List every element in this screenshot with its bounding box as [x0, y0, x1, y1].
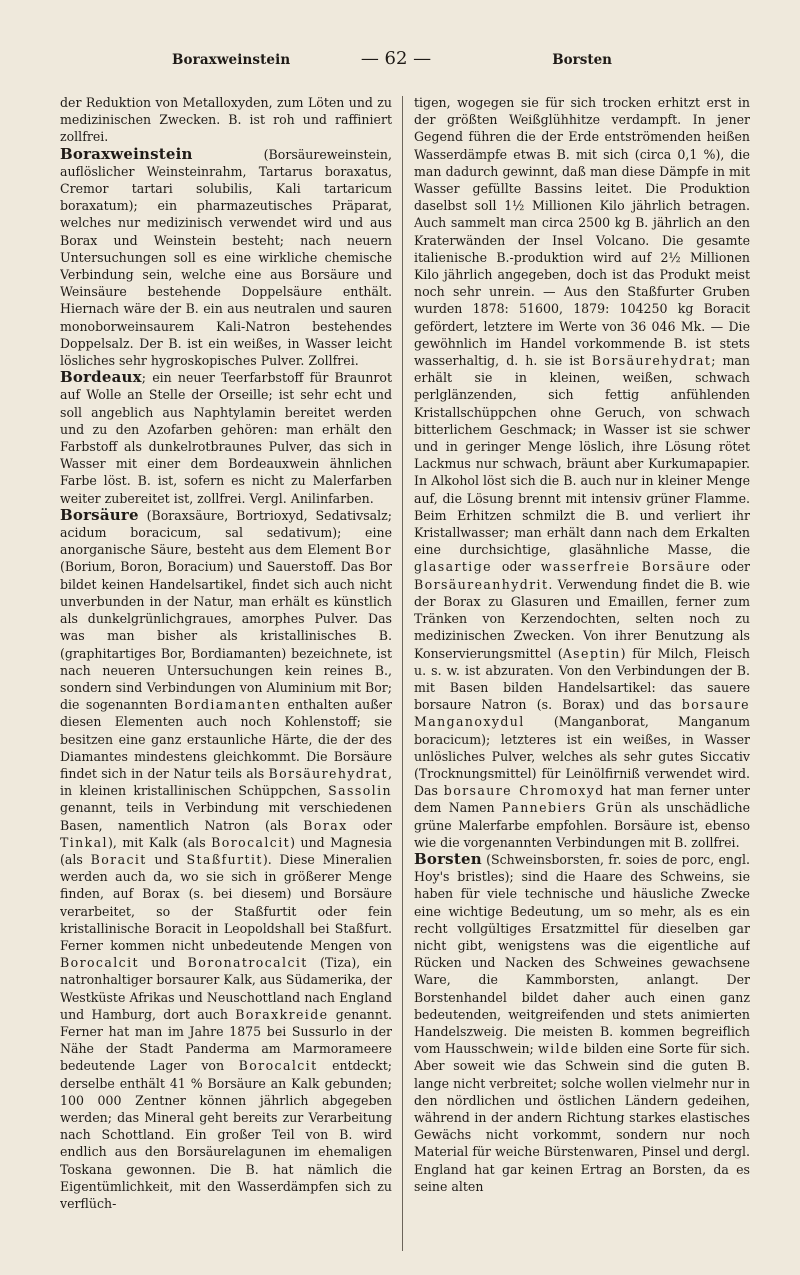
entry-borsaeure-continued: tigen, wogegen sie für sich trocken erhitzt erst in der größten Weißglühhitze verdampft. In jener Gegend führen die der Erde entströmenden heißen Wasserdämpfe etwas B. mit sich (circa 0,1 %), die man dadurch gewinnt, daß man diese Dämpfe in mit Wasser gefüllte Bassins leitet. Die Produktion daselbst soll 1½ Millionen Kilo jährlich betragen. Auch sammelt man circa 2500 kg B. jährlich an den Kraterwänden der Insel Volcano. Die gesamte italienische B.-produktion wird auf 2½ Millionen Kilo jährlich angegeben, doch ist das Produkt meist noch sehr unrein. — Aus den Staßfurter Gruben wurden 1878: 51600, 1879: 104250 kg Boracit gefördert, letztere im Werte von 36 046 Mk. — Die gewöhnlich im Handel vorkommende B. ist stets wasserhaltig, d. h. sie ist Borsäurehydrat; man erhält sie in kleinen, weißen, schwach perlglänzenden, sich fettig anfühlenden Kristallschüppchen ohne Geruch, von schwach bitterlichem Geschmack; in Wasser ist sie schwer und in geringer Menge löslich, ihre Lösung rötet Lackmus nur schwach, bräunt aber Kurkumapapier. In Alkohol löst sich die B. auch nur in kleiner Menge auf, die Lösung brennt mit intensiv grüner Flamme. Beim Erhitzen schmilzt die B. und verliert ihr Kristallwasser; man erhält dann nach dem Erkalten eine durchsichtige, glasähnliche Masse, die glasartige oder wasserfreie Borsäure oder Borsäureanhydrit. Verwendung findet die B. wie der Borax zu Glasuren und Emaillen, ferner zum Tränken von Kerzendochten, selten noch zu medizinischen Zwecken. Von ihrer Benutzung als Konservierungsmittel (Aseptin) für Milch, Fleisch u. s. w. ist abzuraten. Von den Verbindungen der B. mit Basen bilden Handelsartikel: das sauere borsaure Natron (s. Borax) und das borsaure Manganoxydul (Manganborat, Manganum boracicum); letzteres ist ein weißes, in Wasser unlösliches Pulver, welches als sehr gutes Siccativ (Trocknungsmittel) für Leinölfirniß verwendet wird. Das borsaure Chromoxyd hat man ferner unter dem Namen Pannebiers Grün als unschädliche grüne Malerfarbe empfohlen. Borsäure ist, ebenso wie die vorgenannten Verbindungen mit B. zollfrei. — [414, 95, 750, 850]
header-right-keyword: Borsten — [552, 52, 612, 68]
column-divider — [402, 96, 403, 1251]
entry-term: Borsten — [414, 849, 482, 868]
header-left-keyword: Boraxweinstein — [172, 52, 291, 68]
page-number: — 62 — — [360, 48, 432, 69]
entry-term: Borsäure — [60, 505, 139, 524]
entry-borsten: Borsten (Schweinsborsten, fr. soies de porc, engl. Hoy's bristles); sind die Haare des Schweins, sie haben für viele technische und häusliche Zwecke eine wichtige Bedeutung, um so mehr, als es ein recht vollgültiges Ersatzmittel für dieselben gar nicht gibt, wenigstens was die eigentliche auf Rücken und Nacken des Schweines gewachsene Ware, die Kammborsten, anlangt. Der Borstenhandel bildet daher auch einen ganz bedeutenden, weitgreifenden und stets animierten Handelszweig. Die meisten B. kommen begreiflich vom Hausschwein; wilde bilden eine Sorte für sich. Aber soweit wie das Schwein sind die guten B. lange nicht verbreitet; solche wollen vielmehr nur in den nördlichen und östlichen Ländern gedeihen, während in der andern Richtung starkes elastisches Gewächs nicht vorkommt, sondern nur noch Material für weiche Bürstenwaren, Pinsel und dergl. England hat gar keinen Ertrag an Borsten, da es seine alten — [414, 849, 750, 1194]
entry-term: Boraxweinstein — [60, 144, 193, 163]
right-column — [414, 94, 750, 1254]
page-header — [172, 50, 612, 76]
entry-continuation: der Reduktion von Metalloxyden, zum Löten und zu medizinischen Zwecken. B. ist roh und raffiniert zollfrei. — [60, 95, 392, 145]
left-column — [60, 94, 392, 1254]
entry-bordeaux: Bordeaux; ein neuer Teerfarbstoff für Braunrot auf Wolle an Stelle der Orseille; ist sehr echt und soll angeblich aus Naphtylamin bereitet werden und zu den Azofarben gehören: man erhält den Farbstoff als dunkelrotbraunes Pulver, das sich in Wasser mit einer dem Bordeauxwein ähnlichen Farbe löst. B. ist, sofern es nicht zu Malerfarben weiter zubereitet ist, zollfrei. Vergl. Anilinfarben. — [60, 368, 392, 506]
entry-boraxweinstein: Boraxweinstein (Borsäureweinstein, auflöslicher Weinsteinrahm, Tartarus boraxatus, Cremor tartari solubilis, Kali tartaricum boraxatum); ein pharmazeutisches Präparat, welches nur medizinisch verwendet wird und aus Borax und Weinstein besteht; nach neuern Untersuchungen soll es eine wirkliche chemische Verbindung sein, welche eine aus Borsäure und Weinsäure bestehende Doppelsäure enthält. Hiernach wäre der B. ein aus neutralen und sauren monoborweinsaurem Kali-Natron bestehendes Doppelsalz. Der B. ist ein weißes, in Wasser leicht lösliches sehr hygroskopisches Pulver. Zollfrei. — [60, 144, 392, 369]
entry-borsaeure: Borsäure (Boraxsäure, Bortrioxyd, Sedativsalz; acidum boracicum, sal sedativum); eine anorganische Säure, besteht aus dem Element Bor (Borium, Boron, Boracium) und Sauerstoff. Das Bor bildet keinen Handelsartikel, findet sich auch nicht unverbunden in der Natur, man erhält es künstlich als dunkelgrünlichgraues, amorphes Pulver. Das was man bisher als kristallinisches B. (graphitartiges Bor, Bordiamanten) bezeichnete, ist nach neueren Untersuchungen kein reines B., sondern sind Verbindungen von Aluminium mit Bor; die sogenannten Bordiamanten enthalten außer diesen Elementen auch noch Kohlenstoff; sie besitzen eine ganz erstaunliche Härte, die der des Diamantes mindestens gleichkommt. Die Borsäure findet sich in der Natur teils als Borsäurehydrat, in kleinen kristallinischen Schüppchen, Sassolin genannt, teils in Verbindung mit verschiedenen Basen, namentlich Natron (als Borax oder Tinkal), mit Kalk (als Borocalcit) und Magnesia (als Boracit und Staßfurtit). Diese Mineralien werden auch da, wo sie sich in größerer Menge finden, auf Borax (s. bei diesem) und Borsäure verarbeitet, so der Staßfurtit oder fein kristallinische Boracit in Leopoldshall bei Staßfurt. Ferner kommen nicht unbedeutende Mengen von Borocalcit und Boronatrocalcit (Tiza), ein natronhaltiger borsaurer Kalk, aus Südamerika, der Westküste Afrikas und Neuschottland nach England und Hamburg, dort auch Boraxkreide genannt. Ferner hat man im Jahre 1875 bei Sussurlo in der Nähe der Stadt Panderma am Marmorameere bedeutende Lager von Borocalcit entdeckt; derselbe enthält 41 % Borsäure an Kalk gebunden; 100 000 Zentner können jährlich abgegeben werden; das Mineral geht bereits zur Verarbeitung nach Schottland. Ein großer Teil von B. wird endlich aus den Borsäurelagunen im ehemaligen Toskana gewonnen. Die B. hat nämlich die Eigentümlichkeit, mit den Wasserdämpfen sich zu verflüch- — [60, 505, 392, 1211]
entry-term: Bordeaux — [60, 368, 142, 387]
